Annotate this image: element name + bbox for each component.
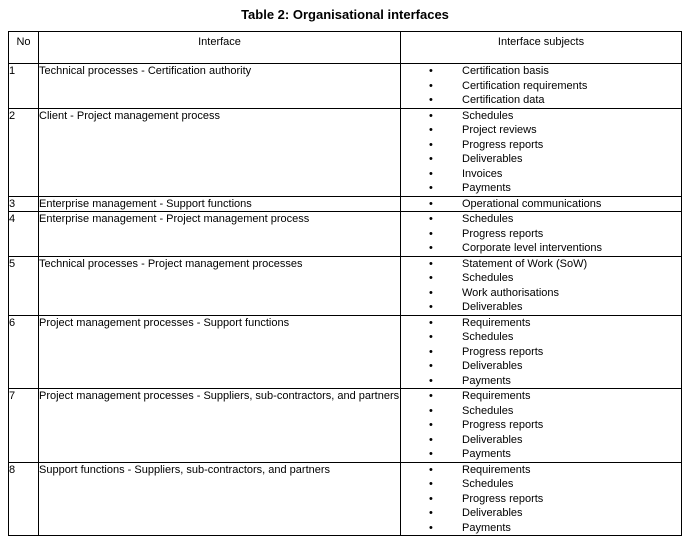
table-row <box>9 315 682 389</box>
bullet-icon: • <box>429 257 433 270</box>
bullet-icon: • <box>429 433 433 446</box>
subject-line <box>401 241 681 256</box>
bullet-icon: • <box>429 94 433 106</box>
subject-line <box>401 227 681 242</box>
subject-line <box>401 79 681 94</box>
interface-cell: Enterprise management - Support functions <box>39 196 401 212</box>
subject-line <box>401 345 681 360</box>
subject-line <box>401 286 681 301</box>
bullet-icon: • <box>429 463 433 476</box>
subject-text: Project reviews <box>462 124 537 136</box>
bullet-icon: • <box>429 478 433 490</box>
interface-cell: Project management processes - Suppliers, sub-contractors, and partners <box>39 389 401 463</box>
subject-text: Schedules <box>462 109 514 122</box>
subject-text: Payments <box>462 182 511 194</box>
subject-text: Schedules <box>462 331 514 343</box>
interface-cell: Client - Project management process <box>39 108 401 196</box>
subject-text: Deliverables <box>462 301 523 313</box>
interface-cell: Support functions - Suppliers, sub-contractors, and partners <box>39 462 401 536</box>
header-row <box>9 32 682 64</box>
subject-line <box>401 374 681 389</box>
bullet-icon: • <box>429 492 433 505</box>
table-row <box>9 462 682 536</box>
subjects-cell <box>401 389 682 463</box>
bullet-icon: • <box>429 213 433 225</box>
bullet-icon: • <box>429 124 433 136</box>
bullet-icon: • <box>429 286 433 299</box>
subjects-cell <box>401 315 682 389</box>
subject-text: Certification requirements <box>462 79 588 92</box>
bullet-icon: • <box>429 507 433 519</box>
subject-text: Statement of Work (SoW) <box>462 257 588 270</box>
subject-text: Deliverables <box>462 360 523 372</box>
subject-line <box>401 418 681 433</box>
bullet-icon: • <box>429 316 433 329</box>
subject-text: Progress reports <box>462 345 544 358</box>
bullet-icon: • <box>429 448 433 460</box>
subject-text: Requirements <box>462 316 531 329</box>
subject-line <box>401 521 681 536</box>
subjects-cell <box>401 64 682 109</box>
subject-text: Payments <box>462 448 511 460</box>
table-body <box>9 64 682 536</box>
subject-text: Schedules <box>462 478 514 490</box>
row-number-cell: 6 <box>9 315 39 389</box>
subject-text: Progress reports <box>462 227 544 240</box>
bullet-icon: • <box>429 419 433 431</box>
row-number-cell: 3 <box>9 196 39 212</box>
subject-line <box>401 447 681 462</box>
bullet-icon: • <box>429 79 433 92</box>
subject-text: Requirements <box>462 390 531 402</box>
subject-text: Progress reports <box>462 138 544 151</box>
subject-text: Invoices <box>462 167 503 180</box>
subject-text: Payments <box>462 374 511 387</box>
interface-cell: Technical processes - Certification authority <box>39 64 401 109</box>
bullet-icon: • <box>429 197 433 210</box>
subject-line <box>401 477 681 492</box>
bullet-icon: • <box>429 374 433 387</box>
table-row <box>9 256 682 315</box>
row-number-cell: 4 <box>9 212 39 257</box>
bullet-icon: • <box>429 227 433 240</box>
subject-line <box>401 64 681 79</box>
subject-line <box>401 433 681 448</box>
bullet-icon: • <box>429 65 433 77</box>
interface-cell: Technical processes - Project management processes <box>39 256 401 315</box>
subject-text: Operational communications <box>462 197 602 210</box>
subject-text: Requirements <box>462 463 531 476</box>
subject-text: Deliverables <box>462 433 523 446</box>
interfaces-table <box>8 31 682 536</box>
subject-text: Progress reports <box>462 492 544 505</box>
subject-text: Payments <box>462 521 511 534</box>
table-row <box>9 64 682 109</box>
subject-line <box>401 123 681 138</box>
subjects-cell <box>401 212 682 257</box>
subject-line <box>401 300 681 315</box>
subject-line <box>401 109 681 124</box>
subject-line <box>401 271 681 286</box>
row-number-cell: 1 <box>9 64 39 109</box>
subject-line <box>401 212 681 227</box>
row-number-cell: 5 <box>9 256 39 315</box>
subject-text: Schedules <box>462 404 514 417</box>
bullet-icon: • <box>429 331 433 343</box>
subject-text: Schedules <box>462 272 514 284</box>
subject-line <box>401 167 681 182</box>
subject-line <box>401 492 681 507</box>
bullet-icon: • <box>429 153 433 165</box>
subject-line <box>401 404 681 419</box>
bullet-icon: • <box>429 167 433 180</box>
subjects-cell <box>401 256 682 315</box>
bullet-icon: • <box>429 242 433 254</box>
subject-line <box>401 197 681 212</box>
bullet-icon: • <box>429 182 433 194</box>
subjects-cell <box>401 196 682 212</box>
header-subjects: Interface subjects <box>401 32 682 64</box>
bullet-icon: • <box>429 138 433 151</box>
row-number-cell: 8 <box>9 462 39 536</box>
table-row <box>9 212 682 257</box>
subject-text: Certification basis <box>462 65 549 77</box>
subject-text: Certification data <box>462 94 545 106</box>
interface-cell: Project management processes - Support functions <box>39 315 401 389</box>
subject-line <box>401 463 681 478</box>
subject-line <box>401 359 681 374</box>
table-title: Table 2: Organisational interfaces <box>241 7 449 22</box>
subject-line <box>401 138 681 153</box>
subject-text: Deliverables <box>462 507 523 519</box>
subjects-cell <box>401 108 682 196</box>
bullet-icon: • <box>429 404 433 417</box>
bullet-icon: • <box>429 301 433 313</box>
subject-line <box>401 506 681 521</box>
subject-text: Progress reports <box>462 419 544 431</box>
bullet-icon: • <box>429 360 433 372</box>
bullet-icon: • <box>429 109 433 122</box>
subject-text: Work authorisations <box>462 286 560 299</box>
subject-line <box>401 316 681 331</box>
bullet-icon: • <box>429 272 433 284</box>
subject-line <box>401 152 681 167</box>
subject-line <box>401 181 681 196</box>
bullet-icon: • <box>429 345 433 358</box>
table-row <box>9 196 682 212</box>
subject-line <box>401 389 681 404</box>
interface-cell: Enterprise management - Project management process <box>39 212 401 257</box>
bullet-icon: • <box>429 521 433 534</box>
subject-line <box>401 257 681 272</box>
bullet-icon: • <box>429 390 433 402</box>
subject-text: Corporate level interventions <box>462 242 603 254</box>
header-no: No <box>9 32 39 64</box>
table-row <box>9 389 682 463</box>
subjects-cell <box>401 462 682 536</box>
subject-line <box>401 93 681 108</box>
table-row <box>9 108 682 196</box>
row-number-cell: 7 <box>9 389 39 463</box>
row-number-cell: 2 <box>9 108 39 196</box>
subject-line <box>401 330 681 345</box>
header-interface: Interface <box>39 32 401 64</box>
subject-text: Deliverables <box>462 153 523 165</box>
subject-text: Schedules <box>462 213 514 225</box>
